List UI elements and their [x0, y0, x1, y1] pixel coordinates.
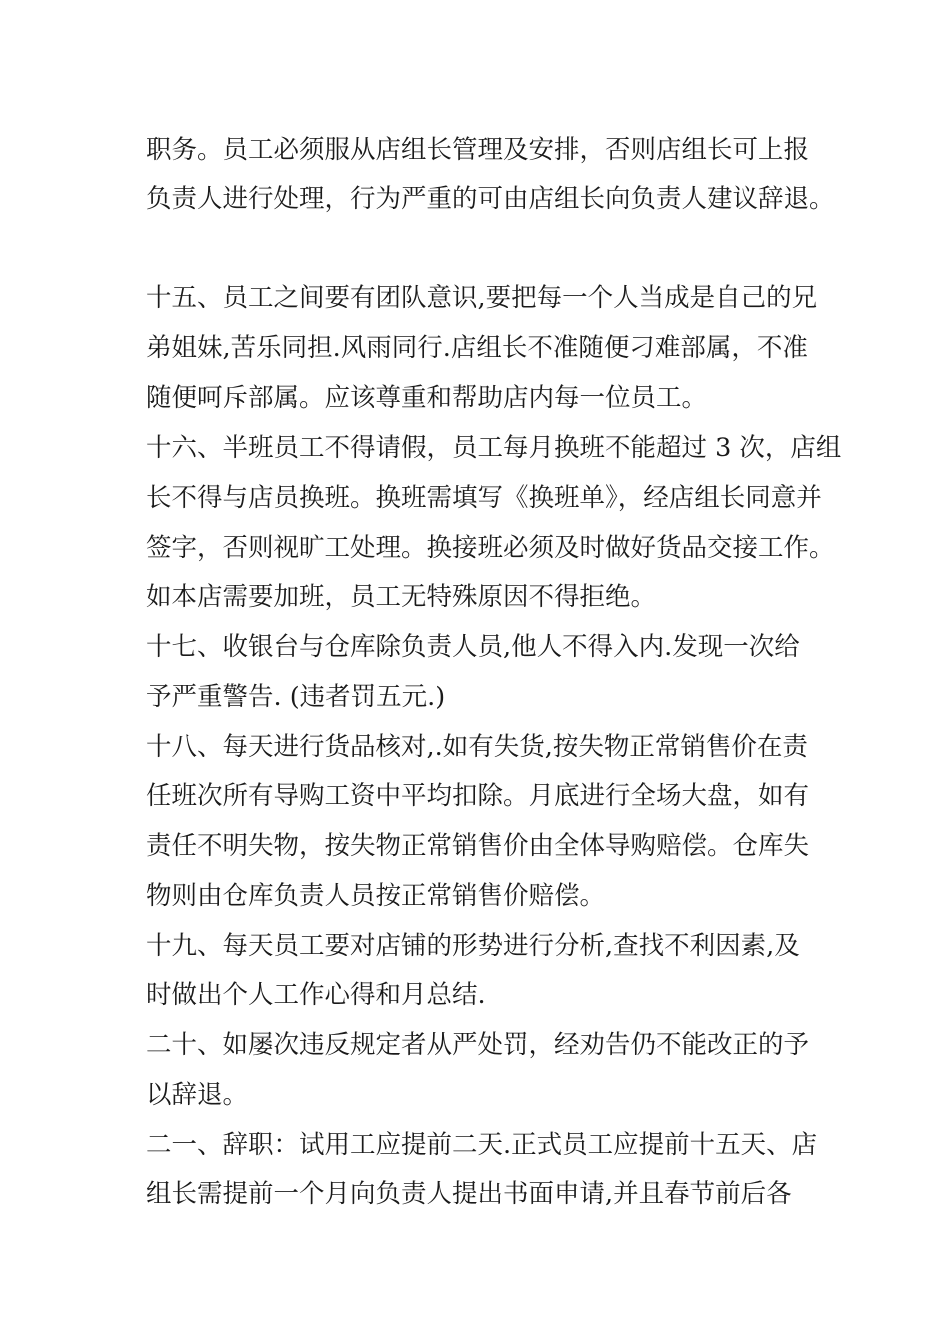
text-line: 责任不明失物，按失物正常销售价由全体导购赔偿。仓库失: [146, 831, 810, 861]
text-line: 随便呵斥部属。应该尊重和帮助店内每一位员工。: [146, 383, 708, 413]
text-line: 签字，否则视旷工处理。换接班必须及时做好货品交接工作。: [146, 533, 835, 563]
text-line: 十九、每天员工要对店铺的形势进行分析,查找不利因素,及: [146, 931, 800, 961]
text-line: 物则由仓库负责人员按正常销售价赔偿。: [146, 881, 606, 911]
text-line: 职务。员工必须服从店组长管理及安排，否则店组长可上报: [146, 135, 810, 165]
text-line: 时做出个人工作心得和月总结.: [146, 980, 486, 1010]
text-line: 长不得与店员换班。换班需填写《换班单》，经店组长同意并: [146, 483, 822, 513]
text-line: 以辞退。: [146, 1080, 249, 1110]
text-line: 任班次所有导购工资中平均扣除。月底进行全场大盘，如有: [146, 781, 810, 811]
text-line: 弟姐妹,苦乐同担.风雨同行.店组长不准随便刁难部属，不准: [146, 333, 808, 363]
text-line: 组长需提前一个月向负责人提出书面申请,并且春节前后各: [146, 1179, 792, 1209]
text-line: 负责人进行处理，行为严重的可由店组长向负责人建议辞退。: [146, 184, 835, 214]
text-line: 十五、员工之间要有团队意识,要把每一个人当成是自己的兄: [146, 283, 818, 313]
text-line: 二十、如屡次违反规定者从严处罚，经劝告仍不能改正的予: [146, 1030, 810, 1060]
text-line: 十六、半班员工不得请假，员工每月换班不能超过 3 次，店组: [146, 433, 842, 463]
text-line: 予严重警告. (违者罚五元.): [146, 682, 446, 712]
text-line: 如本店需要加班，员工无特殊原因不得拒绝。: [146, 582, 657, 612]
text-line: 二一、辞职：试用工应提前二天.正式员工应提前十五天、店: [146, 1130, 818, 1160]
text-line: 十七、收银台与仓库除负责人员,他人不得入内.发现一次给: [146, 632, 800, 662]
text-line: 十八、每天进行货品核对,.如有失货,按失物正常销售价在责: [146, 732, 808, 762]
